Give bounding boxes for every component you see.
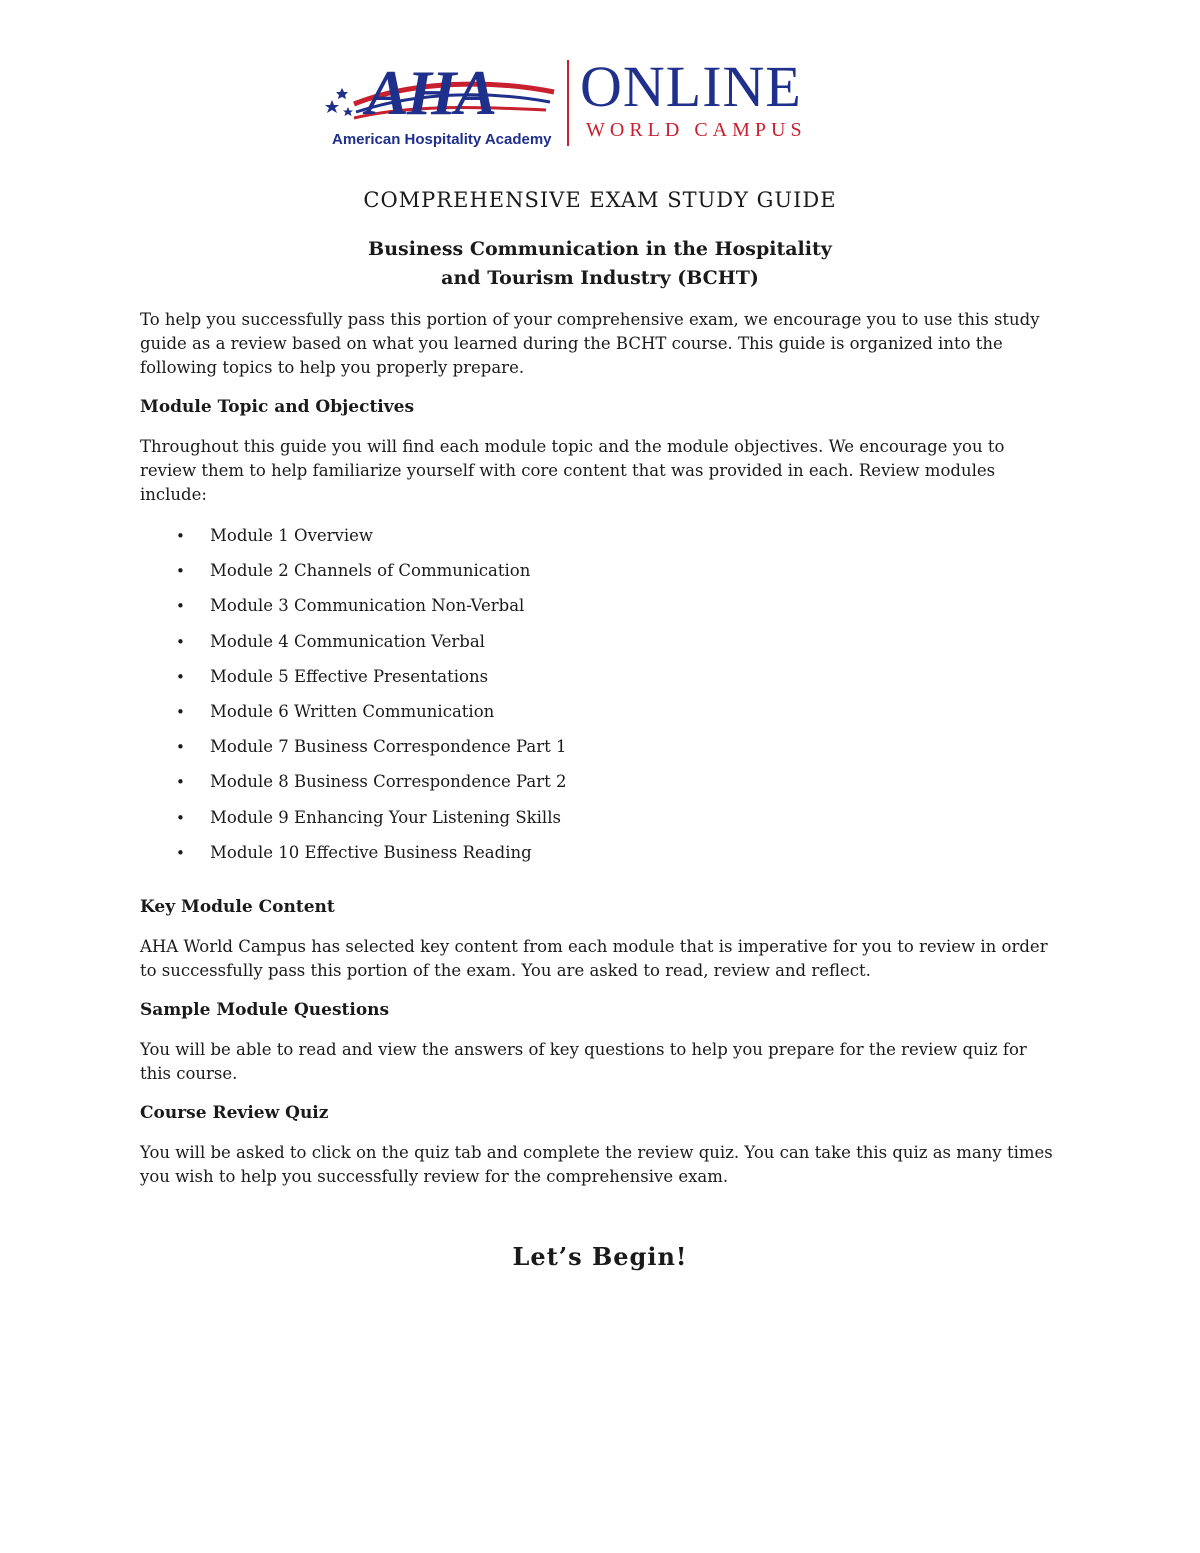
section-text-key-content: AHA World Campus has selected key content from each module that is imperative for you to review in order to successfully pass this portion of the exam. You are asked to read, review and reflect. <box>140 937 1048 980</box>
subtitle-line-2: and Tourism Industry (BCHT) <box>441 267 759 289</box>
list-item <box>140 630 840 665</box>
aha-online-world-campus-logo <box>324 52 864 152</box>
list-item <box>140 770 840 805</box>
section-heading-module-topics: Module Topic and Objectives <box>140 397 415 417</box>
logo-world-campus-text: WORLD CAMPUS <box>586 119 807 141</box>
logo-academy-text: American Hospitality Academy <box>332 131 552 148</box>
bullet-icon: • <box>176 667 185 686</box>
module-label: Module 2 Channels of Communication <box>210 561 531 581</box>
list-item <box>140 524 840 559</box>
logo-brand-text: AHA <box>366 57 496 128</box>
logo-graphic <box>324 52 864 152</box>
list-item <box>140 700 840 735</box>
bullet-icon: • <box>176 597 185 616</box>
module-label: Module 5 Effective Presentations <box>210 666 489 686</box>
bullet-icon: • <box>176 738 185 757</box>
list-item <box>140 594 840 629</box>
module-list <box>140 524 840 876</box>
module-label: Module 10 Effective Business Reading <box>210 842 532 862</box>
intro-paragraph: To help you successfully pass this portion of your comprehensive exam, we encourage you to use this study guide as a review based on what you learned during the BCHT course. This guide is organized into the following topics to help you properly prepare. <box>140 310 1040 377</box>
subtitle-line-1: Business Communication in the Hospitality <box>368 238 832 260</box>
bullet-icon: • <box>176 808 185 827</box>
section-heading-sample-questions: Sample Module Questions <box>140 1000 390 1020</box>
bullet-icon: • <box>176 632 185 651</box>
module-label: Module 9 Enhancing Your Listening Skills <box>210 807 561 827</box>
section-heading-key-content: Key Module Content <box>140 897 335 917</box>
stars-icon <box>325 88 353 116</box>
module-label: Module 8 Business Correspondence Part 2 <box>210 772 567 792</box>
list-item <box>140 735 840 770</box>
list-item <box>140 665 840 700</box>
document-subtitle <box>0 235 1200 293</box>
bullet-icon: • <box>176 527 185 545</box>
section-text-review-quiz: You will be asked to click on the quiz tab and complete the review quiz. You can take this quiz as many times you wish to help you successfully review for the comprehensive exam. <box>140 1143 1053 1186</box>
bullet-icon: • <box>176 702 185 721</box>
closing-text: Let’s Begin! <box>512 1242 688 1271</box>
section-text-sample-questions: You will be able to read and view the answers of key questions to help you prepare for the review quiz for this course. <box>140 1040 1027 1083</box>
list-item <box>140 559 840 594</box>
module-label: Module 6 Written Communication <box>210 701 495 721</box>
section-text-module-topics: Throughout this guide you will find each module topic and the module objectives. We encourage you to review them to help familiarize yourself with core content that was provided in each. Review modules include: <box>140 437 1005 504</box>
list-item <box>140 806 840 841</box>
bullet-icon: • <box>176 562 185 581</box>
bullet-icon: • <box>176 843 185 862</box>
module-label: Module 4 Communication Verbal <box>210 631 485 651</box>
module-label: Module 7 Business Correspondence Part 1 <box>210 737 567 757</box>
module-label: Module 3 Communication Non-Verbal <box>210 596 525 616</box>
logo-online-text: ONLINE <box>580 54 802 119</box>
list-item <box>140 841 840 876</box>
bullet-icon: • <box>176 773 185 792</box>
module-label: Module 1 Overview <box>210 526 374 545</box>
section-heading-review-quiz: Course Review Quiz <box>140 1103 329 1123</box>
document-title: COMPREHENSIVE EXAM STUDY GUIDE <box>363 188 837 212</box>
